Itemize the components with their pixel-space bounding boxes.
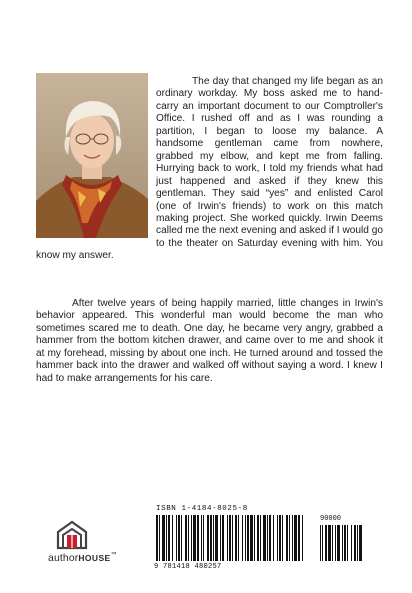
- story-paragraph-1: [36, 76, 383, 263]
- story-paragraph-2: After twelve years of being happily married, little changes in Irwin's behavior appeared. This wonderful man would become the man who sometimes scared me to death. One day, he became very angry, grabbed a hammer from the bottom kitchen drawer, and came over to me and shook it at my forehead, missing by about one inch. He turned around and tossed the hammer back into the drawer and walked off without saying a word. I knew I had to make arrangements for his care.: [36, 298, 383, 384]
- trademark-symbol: ™: [110, 552, 117, 558]
- publisher-logo: [48, 520, 128, 566]
- paragraph-1-text: The day that changed my life began as an ordinary workday. My boss asked me to hand-carry an important document to our Comptroller's Office. I rushed off and as I was rounding a partition, I began to loose my balance. A handsome gentleman came from nowhere, grabbed my elbow, and kept me from falling. Hurrying back to work, I told my friends what had just happened and asked if they knew this gentleman. They said “yes” and enlisted Carol (one of Irwin's friends) to work on this match making project. She worked quickly. Irwin Deems called me the next evening and asked if I would go to the theater on Saturday evening with him. You know my answer.: [36, 76, 383, 262]
- isbn-barcode: [150, 503, 372, 575]
- publisher-name-part2: HOUSE: [78, 553, 111, 563]
- price-code: 90000: [320, 515, 342, 523]
- publisher-name-part1: author: [48, 552, 79, 564]
- publisher-name: [48, 552, 117, 564]
- authorhouse-book-icon: [56, 520, 88, 550]
- isbn-label: ISBN 1-4184-8025-8: [156, 505, 248, 513]
- ean-digits: 9 781418 480257: [154, 563, 222, 571]
